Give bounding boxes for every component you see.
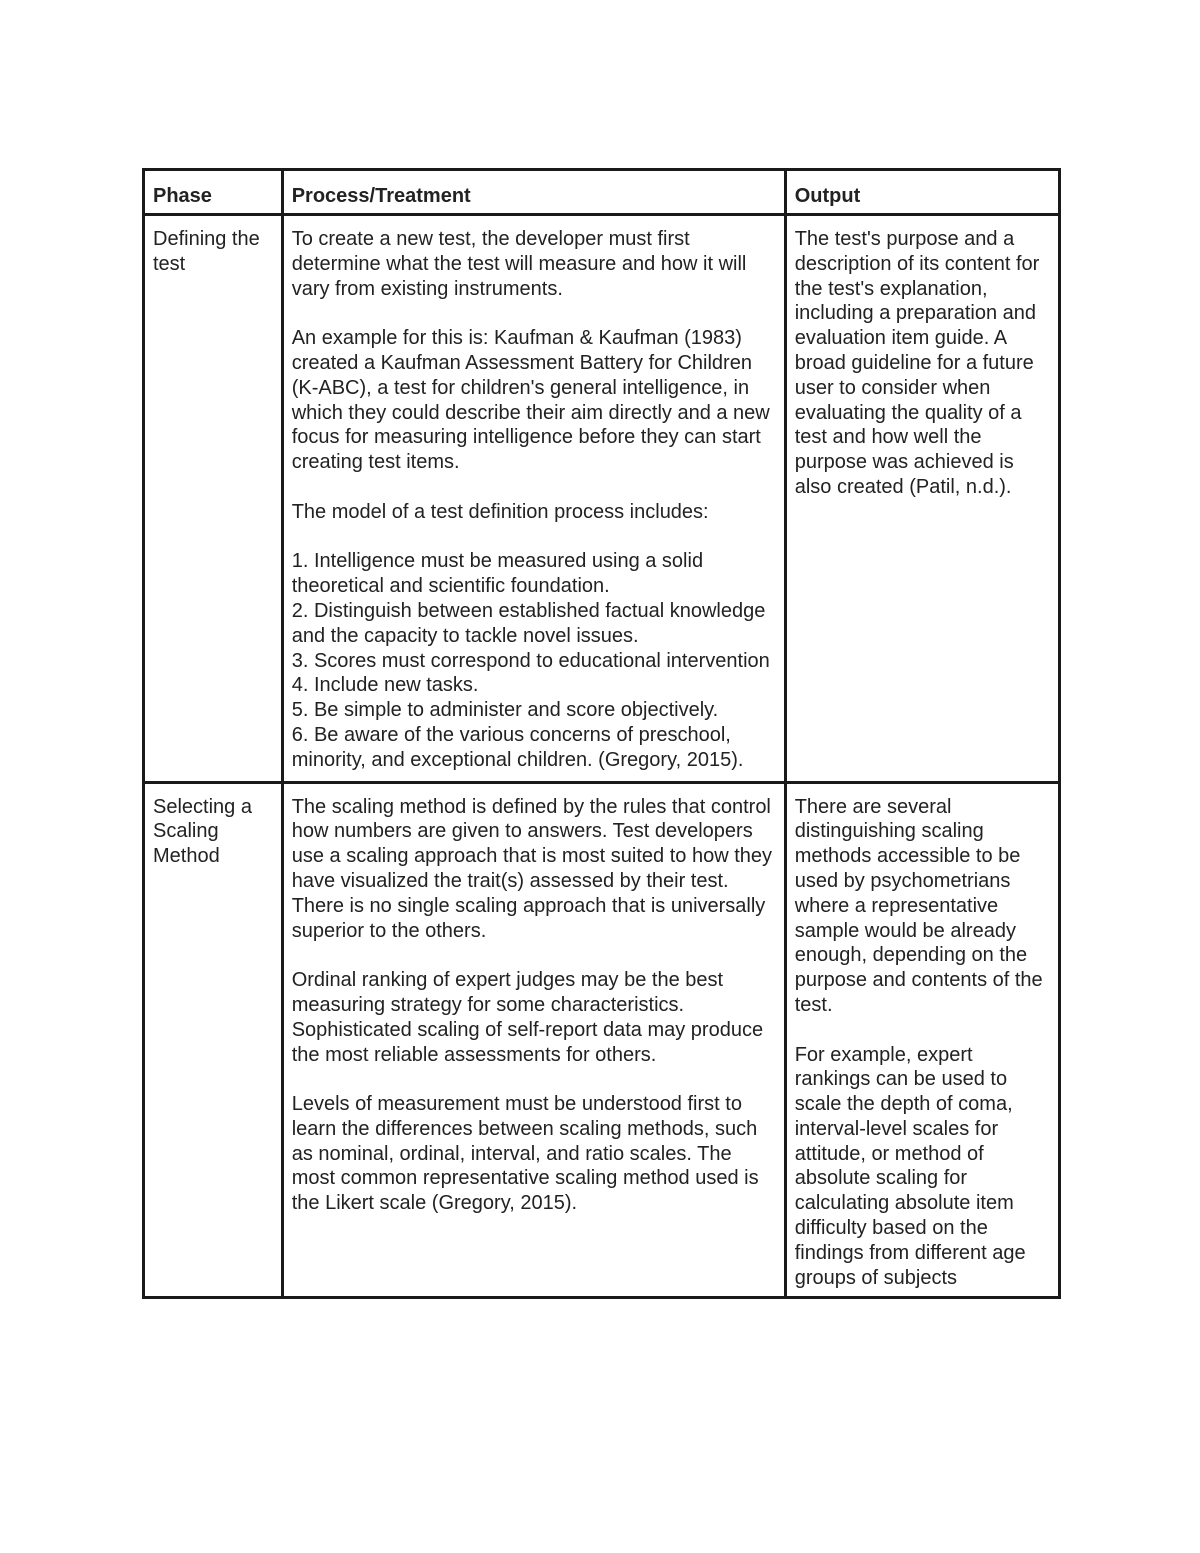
- process-cell: [282, 215, 785, 783]
- phase-label: Defining the test: [153, 228, 260, 275]
- header-phase: Phase: [144, 170, 283, 215]
- process-paragraph: The model of a test definition process includes:: [291, 500, 709, 523]
- output-paragraph: There are several distinguishing scaling methods accessible to be used by psychometrians where a representative sample would be already enough, depending on the purpose and contents of the test.: [794, 795, 1043, 1016]
- process-paragraph: Levels of measurement must be understood first to learn the differences between scaling methods, such as nominal, ordinal, interval, and ratio scales. The most common representative scaling method used is the Likert scale (Gregory, 2015).: [291, 1093, 759, 1215]
- header-output: Output: [785, 170, 1059, 215]
- table-header-row: [144, 170, 1060, 215]
- output-cell: [785, 782, 1059, 1298]
- phase-table: [142, 168, 1061, 1299]
- list-item: 5. Be simple to administer and score objectively.: [291, 699, 719, 722]
- list-item: 3. Scores must correspond to educational intervention: [291, 649, 770, 672]
- process-paragraph: Ordinal ranking of expert judges may be the best measuring strategy for some characteristics. Sophisticated scaling of self-report data may produce the most reliable assessments for others.: [291, 969, 764, 1066]
- phase-cell: [144, 215, 283, 783]
- output-paragraph: For example, expert rankings can be used to scale the depth of coma, interval-level scales for attitude, or method of absolute scaling for calculating absolute item difficulty based on the findings from different age groups of subjects: [794, 1043, 1026, 1289]
- list-item: 2. Distinguish between established factual knowledge and the capacity to tackle novel issues.: [291, 599, 766, 647]
- process-paragraph: An example for this is: Kaufman & Kaufman (1983) created a Kaufman Assessment Battery for Children (K-ABC), a test for children's general intelligence, in which they could describe their aim directly and a new focus for measuring intelligence before they can start creating test items.: [291, 327, 770, 474]
- process-cell: [282, 782, 785, 1298]
- process-paragraph: To create a new test, the developer must first determine what the test will measure and how it will vary from existing instruments.: [291, 228, 747, 300]
- list-item: 6. Be aware of the various concerns of preschool, minority, and exceptional children. (Gregory, 2015).: [291, 723, 744, 771]
- list-item: 4. Include new tasks.: [291, 674, 479, 697]
- output-paragraph: The test's purpose and a description of its content for the test's explanation, including a preparation and evaluation item guide. A broad guideline for a future user to consider when evaluating the quality of a test and how well the purpose was achieved is also created (Patil, n.d.).: [794, 228, 1040, 498]
- phase-label: Selecting a Scaling Method: [153, 795, 252, 868]
- phase-cell: [144, 782, 283, 1298]
- header-process: Process/Treatment: [282, 170, 785, 215]
- table-row: [144, 215, 1060, 783]
- table-row: [144, 782, 1060, 1298]
- list-item: 1. Intelligence must be measured using a solid theoretical and scientific foundation.: [291, 550, 704, 598]
- process-list: [292, 549, 776, 772]
- process-paragraph: The scaling method is defined by the rules that control how numbers are given to answers. Test developers use a scaling approach that is most suited to how they have visualized the trait(s) assessed by their test. There is no single scaling approach that is universally superior to the others.: [291, 795, 772, 942]
- output-cell: [785, 215, 1059, 783]
